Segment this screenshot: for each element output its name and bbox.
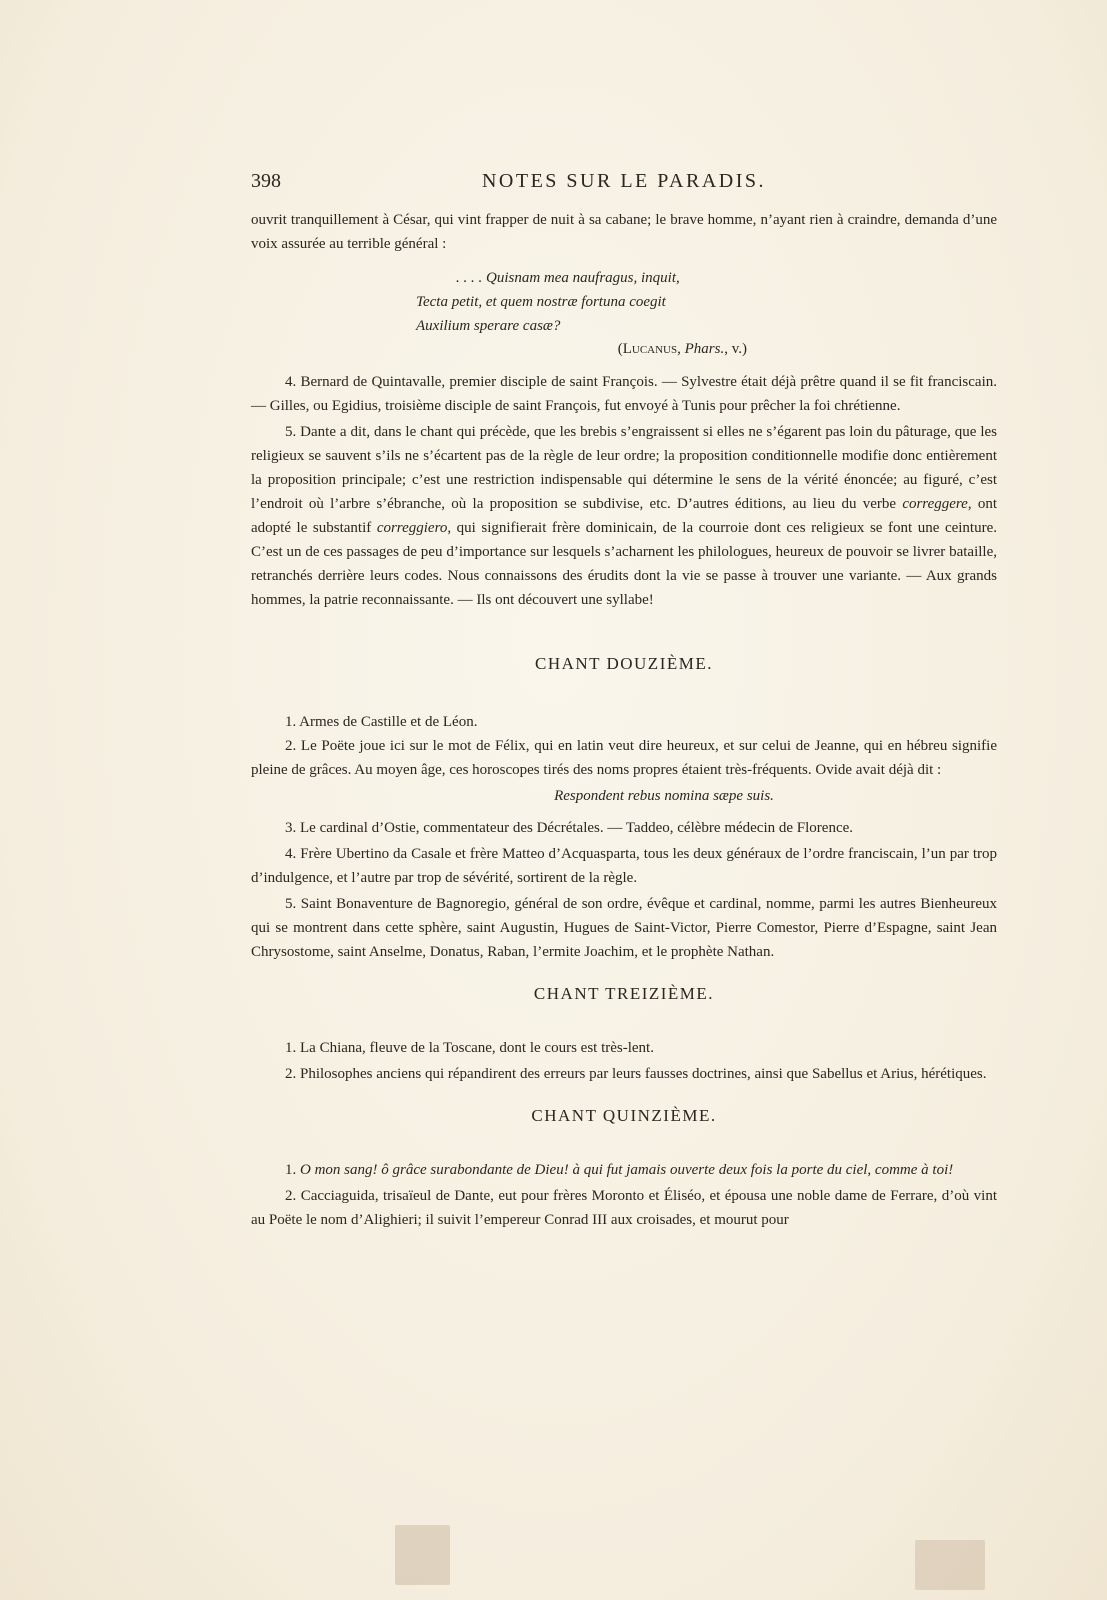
chant15-note-1-text: O mon sang! ô grâce surabondante de Dieu! à qui fut jamais ouverte deux fois la porte du ciel, comme à toi! — [300, 1162, 954, 1178]
note-5-rest: , qui signifierait frère dominicain, de la courroie dont ces religieux se font une ceinture. C’est un de ces passages de peu d’importance sur lesquels s’acharnent les philologues, heureux de pouvoir se livrer bataille, retranchés derrière leurs codes. Nous connaissons des érudits dont la vie se passe à trouver une variante. — Aux grands hommes, la patrie reconnaissante. — Ils ont découvert une syllabe! — [251, 520, 997, 608]
chant12-note-4: 4. Frère Ubertino da Casale et frère Matteo d’Acquasparta, tous les deux généraux de l’ordre franciscain, l’un par trop d’indulgence, et l’autre par trop de sévérité, sortirent de la règle. — [251, 846, 997, 886]
chant12-note-5: 5. Saint Bonaventure de Bagnoregio, général de son ordre, évêque et cardinal, nomme, parmi les autres Bienheureux qui se montrent dans cette sphère, saint Augustin, Hugues de Saint-Victor, Pierre Comestor, Pierre d’Espagne, saint Jean Chrysostome, saint Anselme, Donatus, Raban, l’ermite Joachim, et le prophète Nathan. — [251, 896, 997, 960]
page-header — [251, 170, 997, 200]
citation-separator: , — [677, 341, 685, 357]
ovid-verse: Respondent rebus nomina sæpe suis. — [554, 788, 774, 804]
page-number: 398 — [251, 170, 281, 192]
citation-end: , v.) — [724, 341, 747, 357]
paper-stain-right — [915, 1540, 985, 1590]
running-title: NOTES SUR LE PARADIS. — [481, 170, 767, 192]
heading-chant-douzieme: CHANT DOUZIÈME. — [534, 654, 713, 673]
lucan-verse-block — [251, 266, 997, 360]
note-5-word-correggiero: correggiero — [376, 520, 448, 536]
heading-chant-treizieme: CHANT TREIZIÈME. — [533, 984, 715, 1003]
chant15-note-2: 2. Cacciaguida, trisaïeul de Dante, eut pour frères Moronto et Éliséo, et épousa une noble dame de Ferrare, d’où vint au Poëte le nom d’Alighieri; il suivit l’empereur Conrad III aux croisades, et mourut pour — [251, 1188, 997, 1228]
chant13-note-2: 2. Philosophes anciens qui répandirent des erreurs par leurs fausses doctrines, ainsi que Sabellus et Arius, hérétiques. — [285, 1066, 987, 1082]
note-5-mid: , ont adopté le substantif — [251, 496, 998, 536]
chant15-note-1-number: 1. — [285, 1162, 300, 1178]
note-5-dante — [251, 420, 997, 612]
heading-chant-quinzieme: CHANT QUINZIÈME. — [531, 1106, 717, 1125]
chant13-note-1: 1. La Chiana, fleuve de la Toscane, dont le cours est très-lent. — [285, 1040, 654, 1056]
citation-open: ( — [617, 341, 623, 357]
verse-line-3: Auxilium sperare casæ? — [416, 318, 561, 334]
note-5-text: 5. Dante a dit, dans le chant qui précède, que les brebis s’engraissent si elles ne s’égarent pas loin du pâturage, que les religieux se sauvent s’ils ne s’écartent pas de la règle de leur ordre; la proposition conditionnelle modifie donc entièrement la proposition principale; c’est une restriction indispensable qui détermine le sens de la vérité énoncée; au figuré, c’est l’endroit où l’arbre s’ébranche, où la proposition se subdivise, etc. D’autres éditions, au lieu du verbe — [251, 424, 997, 512]
chant12-note-2: 2. Le Poëte joue ici sur le mot de Félix, qui en latin veut dire heureux, et sur celui de Jeanne, qui en hébreu signifie pleine de grâces. Au moyen âge, ces horoscopes tirés des noms propres étaient très-fréquents. Ovide avait déjà dit : — [251, 738, 997, 778]
citation-author: Lucanus — [622, 341, 678, 357]
citation-work: Phars. — [684, 341, 725, 357]
intro-paragraph: ouvrit tranquillement à César, qui vint frapper de nuit à sa cabane; le brave homme, n’ayant rien à craindre, demanda d’une voix assurée au terrible général : — [251, 212, 997, 252]
chant12-note-3: 3. Le cardinal d’Ostie, commentateur des Décrétales. — Taddeo, célèbre médecin de Florence. — [285, 820, 854, 836]
paper-stain-left — [395, 1525, 450, 1585]
verse-citation — [251, 338, 997, 360]
note-5-word-correggere: correggere — [902, 496, 968, 512]
page-body — [251, 208, 997, 1232]
chant12-note-1: 1. Armes de Castille et de Léon. — [285, 714, 478, 730]
note-4-bernard: 4. Bernard de Quintavalle, premier disciple de saint François. — Sylvestre était déjà prêtre quand il se fit franciscain. — Gilles, ou Egidius, troisième disciple de saint François, fut envoyé à Tunis pour prêcher la foi chrétienne. — [251, 374, 997, 414]
chant15-note-1 — [251, 1158, 997, 1182]
verse-line-2: Tecta petit, et quem nostræ fortuna coegit — [416, 294, 666, 310]
verse-line-1: . . . . Quisnam mea naufragus, inquit, — [456, 270, 680, 286]
